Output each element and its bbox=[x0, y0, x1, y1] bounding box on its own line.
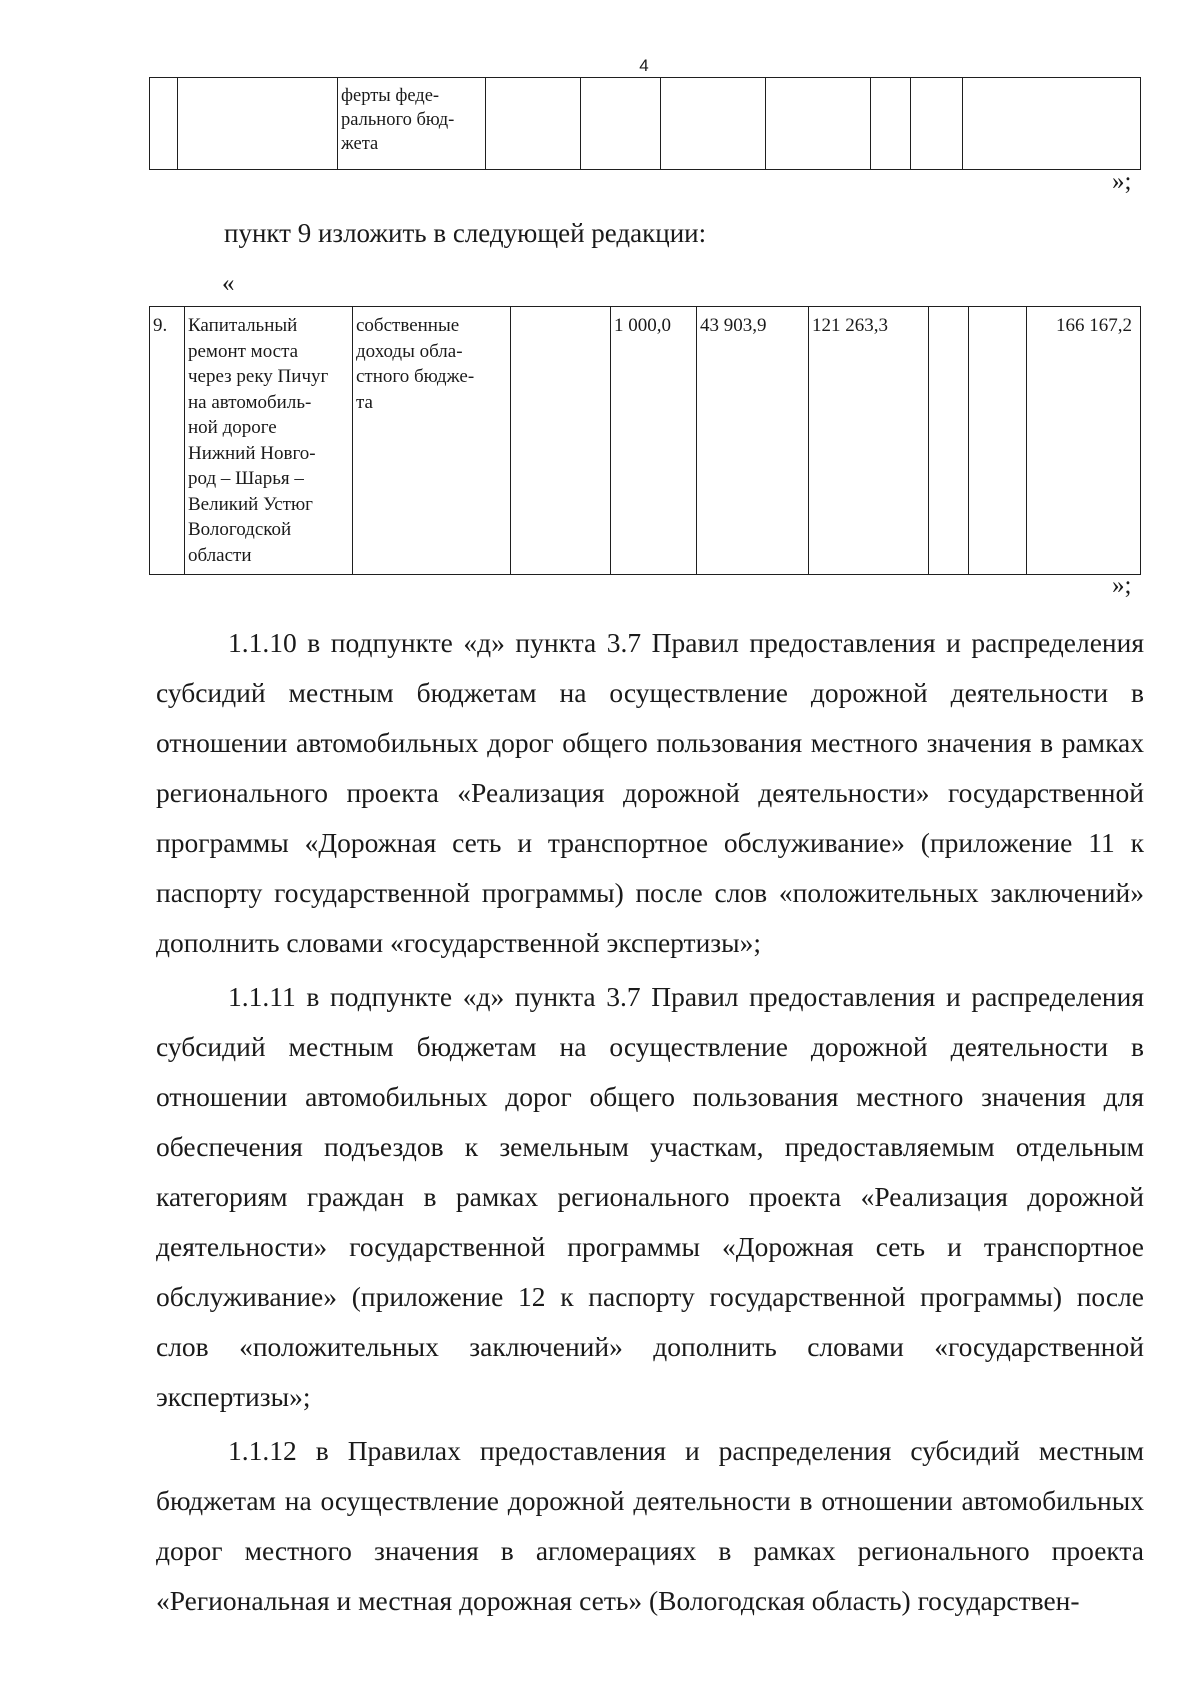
table-cell bbox=[871, 78, 911, 170]
table-row-9 bbox=[149, 306, 1141, 575]
table-cell bbox=[929, 307, 969, 575]
closing-quote-mark: »; bbox=[1112, 572, 1132, 599]
table-cell bbox=[150, 78, 178, 170]
value-cell: 1 000,0 bbox=[611, 307, 697, 575]
table-cell bbox=[766, 78, 871, 170]
funding-source-cell: собственные доходы обла- стного бюдже- та bbox=[353, 307, 511, 575]
page-number: 4 bbox=[639, 56, 649, 75]
value-cell: 121 263,3 bbox=[809, 307, 929, 575]
table-fragment-top bbox=[149, 77, 1141, 170]
table-row bbox=[150, 78, 1141, 170]
value-cell: 43 903,9 bbox=[697, 307, 809, 575]
opening-quote-mark: « bbox=[222, 270, 235, 297]
object-name-cell: Капитальный ремонт моста через реку Пичуг на автомобиль- ной дороге Нижний Новго- род – Шарья – Великий Устюг Вологодской области bbox=[185, 307, 353, 575]
row-number-cell: 9. bbox=[150, 307, 185, 575]
table-cell bbox=[911, 78, 963, 170]
table-cell bbox=[661, 78, 766, 170]
paragraph-1-1-12: 1.1.12 в Правилах предоставления и распределения субсидий местным бюджетам на осуществление дорожной деятельности в отношении автомобильных дорог местного значения в агломерациях в рамках регионального проекта «Региональная и местная дорожная сеть» (Вологодская область) государствен- bbox=[156, 1435, 1144, 1616]
table-cell bbox=[581, 78, 661, 170]
closing-quote-mark: »; bbox=[1112, 168, 1132, 195]
table-cell bbox=[511, 307, 611, 575]
table-cell bbox=[969, 307, 1027, 575]
table-cell bbox=[178, 78, 338, 170]
table-cell bbox=[963, 78, 1141, 170]
total-cell: 166 167,2 bbox=[1027, 307, 1141, 575]
paragraph-1-1-10: 1.1.10 в подпункте «д» пункта 3.7 Правил предоставления и распределения субсидий местным бюджетам на осуществление дорожной деятельности в отношении автомобильных дорог общего пользования местного значения в рамках регионального проекта «Реализация дорожной деятельности» государственной программы «Дорожная сеть и транспортное обслуживание» (приложение 11 к паспорту государственной программы) после слов «положительных заключений» дополнить словами «государственной экспертизы»; bbox=[156, 627, 1144, 958]
table-cell: ферты феде- рального бюд- жета bbox=[338, 78, 486, 170]
table-row bbox=[150, 307, 1141, 575]
lead-line: пункт 9 изложить в следующей редакции: bbox=[224, 218, 707, 248]
body-text bbox=[156, 618, 1144, 1630]
paragraph-1-1-11: 1.1.11 в подпункте «д» пункта 3.7 Правил предоставления и распределения субсидий местным бюджетам на осуществление дорожной деятельности в отношении автомобильных дорог общего пользования местного значения для обеспечения подъездов к земельным участкам, предоставляемым отдельным категориям граждан в рамках регионального проекта «Реализация дорожной деятельности» государственной программы «Дорожная сеть и транспортное обслуживание» (приложение 12 к паспорту государственной программы) после слов «положительных заключений» дополнить словами «государственной экспертизы»; bbox=[156, 981, 1144, 1412]
table-cell bbox=[486, 78, 581, 170]
